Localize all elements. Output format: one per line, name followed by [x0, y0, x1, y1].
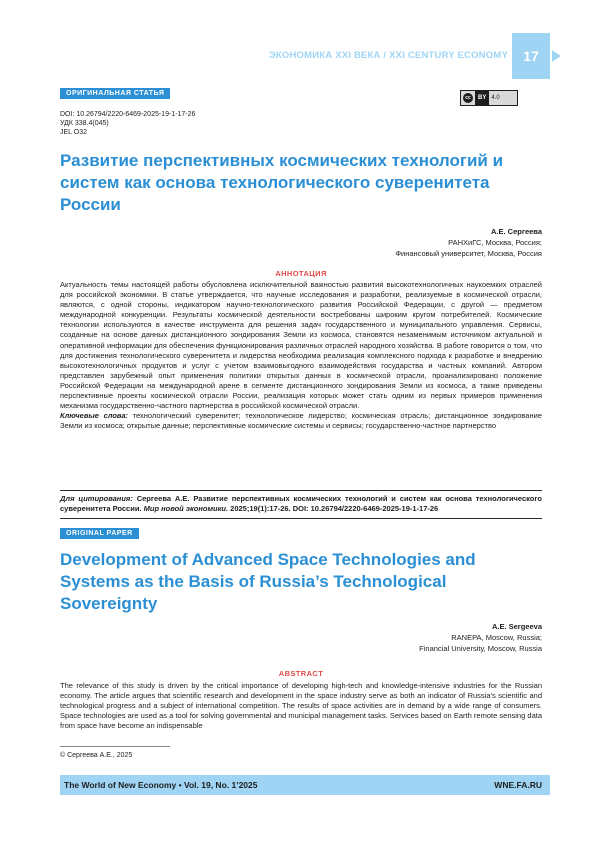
- page-arrow-icon: [552, 50, 561, 62]
- affiliation-en-2: Financial University, Moscow, Russia: [419, 644, 542, 653]
- abstract-text-ru: Актуальность темы настоящей работы обусловлена исключительной важностью развития высокотехнологичных наукоемких отраслей для российской экономики. В статье утверждается, что научные исследования и разработки, реализуемые в космической отрасли, являются, с одной стороны, индикатором научно-технологического развития Российской Федерации, с другой — предметом международной конкуренции. Результаты космической деятельности востребованы широким кругом потребителей. Космические технологии используются в качестве инструмента для решения задач государственного и муниципального управления. Сервисы, созданные на основе данных дистанционного зондирования Земли из космоса, становятся незаменимым источником актуальной и оперативной информации для обеспечения функционирования различных отраслей народного хозяйства. В работе говорится о том, что для достижения технологического суверенитета и лидерства необходима реализация комплексного подхода к разработке и внедрению высокотехнологичных продуктов и услуг с учетом взаимовыгодного взаимодействия государства и частных компаний. Автором представлен зарубежный опыт применения политики открытых данных в космической отрасли, проанализировано положение Российской Федерации на международной арене в сегменте дистанционного зондирования Земли из космоса, а также приведены перспективные проекты космической отрасли России, реализация которых может стать одним из первых примеров применения механизма государственно-частного партнерства в российской космической отрасли.: [60, 280, 542, 411]
- divider-top: [60, 490, 542, 491]
- article-title-ru: Развитие перспективных космических технологий и систем как основа технологического суверенитета России: [60, 151, 504, 214]
- abstract-text-en: The relevance of this study is driven by the critical importance of developing high-tech and knowledge-intensive industries for the Russian economy. The article argues that scientific research and development in the space industry serve as both an indicator of Russia's scientific and technological progress and a subject of international competition. The results of space activities are in demand by a wide range of consumers. Space technologies are used as a tool for solving governmental and municipal management tasks. Services based on Earth remote sensing data from space have become an indispensable: [60, 681, 542, 731]
- cc-license-badge[interactable]: [460, 90, 518, 106]
- author-name-en: A.E. Sergeeva: [491, 622, 542, 631]
- author-name-ru: А.Е. Сергеева: [491, 227, 542, 236]
- keywords-ru: [60, 411, 542, 431]
- affiliation-ru-2: Финансовый университет, Москва, Россия: [395, 249, 542, 258]
- footer-site-link[interactable]: WNE.FA.RU: [494, 780, 542, 790]
- keywords-label-ru: Ключевые слова:: [60, 411, 129, 421]
- affiliation-ru-1: РАНХиГС, Москва, Россия;: [448, 238, 542, 247]
- article-type-badge-ru: ОРИГИНАЛЬНАЯ СТАТЬЯ: [60, 88, 170, 99]
- article-title-en: Development of Advanced Space Technologies and Systems as the Basis of Russia’s Technological Sovereignty: [60, 550, 476, 613]
- cite-journal: Мир новой экономики.: [143, 504, 229, 514]
- abstract-heading-ru: АННОТАЦИЯ: [275, 269, 327, 278]
- cc-version: 4.0: [491, 95, 500, 101]
- footer-journal: The World of New Economy • Vol. 19, No. 1’2025: [64, 780, 258, 790]
- abstract-ru: [60, 280, 542, 431]
- cc-by-label: BY: [475, 91, 489, 105]
- jel: JEL O32: [60, 129, 87, 136]
- cite-label: Для цитирования:: [60, 494, 133, 503]
- abstract-en: [60, 681, 542, 731]
- divider-bottom: [60, 518, 542, 519]
- abstract-heading-en: ABSTRACT: [278, 669, 324, 678]
- footnote-rule: [60, 746, 170, 747]
- copyright: © Сергеева А.Е., 2025: [60, 752, 133, 759]
- affiliation-en-1: RANEPA, Moscow, Russia;: [451, 633, 542, 642]
- udk: УДК 338.4(045): [60, 120, 109, 127]
- author-block-ru: [260, 226, 542, 259]
- keywords-text-ru: технологический суверенитет; технологическое лидерство; космическая отрасль; дистанционное зондирование Земли из космоса; открытые данные; перспективные космические системы и сервисы; государственно-частное партнерство: [60, 411, 542, 431]
- cite-tail: 2025;19(1):17-26. DOI: 10.26794/2220-6469-2025-19-1-17-26: [230, 504, 439, 514]
- article-type-badge-en: ORIGINAL PAPER: [60, 528, 139, 539]
- running-head: ЭКОНОМИКА XXI ВЕКА / XXI CENTURY ECONOMY: [268, 50, 508, 61]
- doi[interactable]: DOI: 10.26794/2220-6469-2025-19-1-17-26: [60, 111, 196, 118]
- author-block-en: [260, 621, 542, 654]
- cite-text: Сергеева А.Е. Развитие перспективных космических технологий и систем как основа технологического суверенитета России.: [60, 494, 542, 514]
- citation-ru: [60, 494, 542, 514]
- page-number: 17: [512, 33, 550, 79]
- cc-icon: cc: [463, 93, 473, 103]
